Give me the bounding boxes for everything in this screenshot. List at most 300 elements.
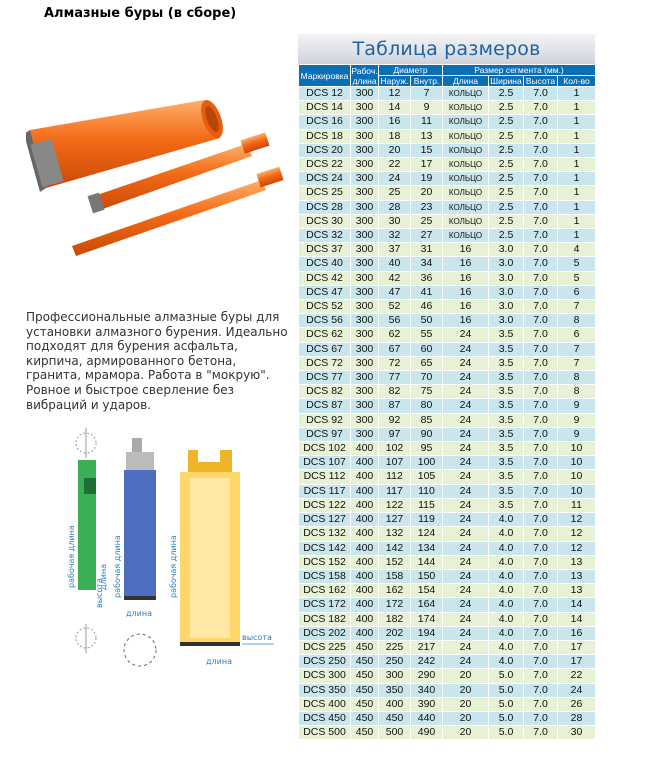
table-cell: 17 [558,640,596,654]
table-cell: 300 [351,229,379,243]
table-cell: 15 [411,143,443,157]
table-cell: 300 [351,115,379,129]
table-cell: 24 [443,399,489,413]
table-row [299,214,596,228]
table-cell: 182 [379,612,411,626]
table-cell: 300 [351,101,379,115]
table-row [299,640,596,654]
table-cell: 14 [558,612,596,626]
table-cell: 7.0 [524,385,558,399]
table-cell: 6 [558,285,596,299]
table-cell: DCS 82 [299,385,351,399]
table-cell: 112 [379,470,411,484]
table-row [299,456,596,470]
table-cell: 20 [443,669,489,683]
table-row [299,598,596,612]
table-cell: DCS 142 [299,541,351,555]
table-row [299,655,596,669]
table-cell: 7.0 [524,300,558,314]
table-cell: 4 [558,243,596,257]
table-cell: 107 [379,456,411,470]
size-table [298,64,596,740]
page-title: Алмазные буры (в сборе) [44,6,237,21]
table-row [299,427,596,441]
table-cell: 7.0 [524,186,558,200]
table-row [299,87,596,101]
table-cell: 122 [379,498,411,512]
table-cell: 7.0 [524,626,558,640]
table-cell: DCS 112 [299,470,351,484]
table-cell: 16 [443,257,489,271]
table-cell: 115 [411,498,443,512]
table-cell: 16 [379,115,411,129]
table-cell: 400 [351,541,379,555]
table-cell: 300 [351,385,379,399]
table-cell: DCS 30 [299,214,351,228]
table-cell: 7.0 [524,640,558,654]
table-cell: 62 [379,328,411,342]
table-cell: 3.5 [489,385,524,399]
table-cell: DCS 350 [299,683,351,697]
table-cell: 32 [379,229,411,243]
table-cell: 16 [443,314,489,328]
table-cell: 7.0 [524,697,558,711]
table-cell: 3.5 [489,371,524,385]
table-cell: 7.0 [524,356,558,370]
table-cell: 450 [379,711,411,725]
table-row [299,285,596,299]
table-cell: 3.5 [489,484,524,498]
table-cell: 40 [379,257,411,271]
table-cell: 2.5 [489,115,524,129]
table-cell: 24 [443,456,489,470]
table-cell: 4.0 [489,655,524,669]
table-row [299,513,596,527]
table-cell: 7.0 [524,726,558,740]
table-cell: 7.0 [524,257,558,271]
table-cell: 3.0 [489,271,524,285]
table-cell: 7.0 [524,456,558,470]
table-row [299,186,596,200]
table-cell: DCS 16 [299,115,351,129]
table-cell: 450 [351,640,379,654]
table-cell: 7.0 [524,569,558,583]
table-cell: 36 [411,271,443,285]
table-cell: 3.0 [489,314,524,328]
table-cell: 4.0 [489,598,524,612]
table-cell: 24 [443,569,489,583]
table-cell: 16 [443,285,489,299]
table-cell: 450 [351,697,379,711]
table-cell: 350 [379,683,411,697]
table-cell: 300 [351,243,379,257]
table-cell: 10 [558,470,596,484]
table-cell: 85 [411,413,443,427]
table-cell: 7.0 [524,711,558,725]
table-cell: 1 [558,87,596,101]
table-cell: 75 [411,385,443,399]
table-cell: 300 [351,186,379,200]
table-cell: КОЛЬЦО [443,172,489,186]
table-row [299,143,596,157]
table-cell: 7.0 [524,669,558,683]
table-cell: 24 [443,470,489,484]
table-cell: 14 [379,101,411,115]
table-cell: 164 [411,598,443,612]
table-title: Таблица размеров [298,34,595,64]
table-cell: 30 [558,726,596,740]
table-cell: DCS 300 [299,669,351,683]
table-cell: DCS 152 [299,555,351,569]
table-cell: 134 [411,541,443,555]
table-cell: 7.0 [524,683,558,697]
table-cell: 300 [351,158,379,172]
table-cell: 5.0 [489,697,524,711]
table-cell: 7.0 [524,101,558,115]
table-cell: DCS 42 [299,271,351,285]
length-label-small: длина [99,564,108,590]
table-cell: 31 [411,243,443,257]
table-cell: 24 [443,640,489,654]
table-cell: 3.0 [489,300,524,314]
table-cell: 7.0 [524,243,558,257]
table-cell: 3.5 [489,399,524,413]
table-cell: 12 [558,513,596,527]
table-cell: 400 [351,612,379,626]
table-cell: 117 [379,484,411,498]
table-cell: 24 [443,342,489,356]
table-cell: 194 [411,626,443,640]
table-cell: 17 [558,655,596,669]
table-row [299,385,596,399]
table-cell: 24 [443,513,489,527]
table-cell: 290 [411,669,443,683]
table-cell: 26 [558,697,596,711]
table-cell: 1 [558,101,596,115]
header-seg-width: Ширина [490,76,522,86]
table-row [299,342,596,356]
table-cell: DCS 22 [299,158,351,172]
table-cell: 17 [411,158,443,172]
table-cell: 300 [351,300,379,314]
table-cell: 1 [558,129,596,143]
table-cell: 87 [379,399,411,413]
table-cell: 300 [351,371,379,385]
table-cell: 7.0 [524,172,558,186]
table-cell: DCS 250 [299,655,351,669]
table-cell: 9 [558,413,596,427]
table-row [299,413,596,427]
table-cell: КОЛЬЦО [443,158,489,172]
table-cell: DCS 158 [299,569,351,583]
table-cell: 3.5 [489,427,524,441]
table-cell: 400 [351,498,379,512]
header-work-length: Рабоч. длина [351,65,378,86]
table-cell: 300 [351,172,379,186]
table-cell: КОЛЬЦО [443,143,489,157]
table-cell: 7.0 [524,527,558,541]
table-cell: DCS 56 [299,314,351,328]
table-cell: КОЛЬЦО [443,214,489,228]
table-cell: 300 [351,399,379,413]
table-cell: 7.0 [524,584,558,598]
table-cell: 450 [351,711,379,725]
table-cell: 490 [411,726,443,740]
table-cell: КОЛЬЦО [443,186,489,200]
table-cell: 225 [379,640,411,654]
table-row [299,697,596,711]
table-row [299,101,596,115]
header-diameter: Диаметр [379,65,443,76]
working-length-label-medium: рабочая длина [113,535,122,598]
table-cell: 7.0 [524,342,558,356]
header-inner: Внутр. [411,76,443,87]
table-cell: 400 [351,527,379,541]
table-cell: 7.0 [524,427,558,441]
table-cell: 7.0 [524,470,558,484]
table-cell: 13 [558,584,596,598]
table-cell: 1 [558,186,596,200]
table-cell: 20 [443,711,489,725]
header-seg-height: Высота [524,76,558,87]
table-cell: 450 [351,726,379,740]
table-cell: 5.0 [489,726,524,740]
table-cell: 77 [379,371,411,385]
table-row [299,584,596,598]
table-cell: DCS 127 [299,513,351,527]
table-row [299,158,596,172]
table-cell: 8 [558,371,596,385]
table-row [299,669,596,683]
table-cell: 2.5 [489,172,524,186]
table-cell: DCS 132 [299,527,351,541]
table-cell: 250 [379,655,411,669]
table-cell: 300 [351,257,379,271]
table-cell: 400 [351,456,379,470]
table-cell: DCS 172 [299,598,351,612]
table-cell: 174 [411,612,443,626]
table-cell: 13 [411,129,443,143]
table-row [299,229,596,243]
table-cell: DCS 97 [299,427,351,441]
table-cell: 4.0 [489,626,524,640]
table-cell: 52 [379,300,411,314]
table-cell: 24 [443,356,489,370]
table-cell: 4.0 [489,612,524,626]
table-cell: 300 [351,214,379,228]
table-cell: 27 [411,229,443,243]
table-cell: 400 [351,442,379,456]
table-cell: 150 [411,569,443,583]
table-cell: 300 [351,129,379,143]
table-cell: 400 [351,569,379,583]
table-cell: DCS 67 [299,342,351,356]
table-cell: 3.5 [489,498,524,512]
header-count: Кол-во [558,76,596,87]
table-cell: 24 [443,498,489,512]
table-cell: 10 [558,484,596,498]
table-cell: 119 [411,513,443,527]
table-cell: 2.5 [489,143,524,157]
table-cell: 30 [379,214,411,228]
table-cell: 450 [351,669,379,683]
table-cell: DCS 77 [299,371,351,385]
table-cell: 7.0 [524,498,558,512]
table-cell: 1 [558,214,596,228]
table-cell: 110 [411,484,443,498]
table-cell: DCS 500 [299,726,351,740]
table-cell: 11 [411,115,443,129]
table-cell: 300 [351,356,379,370]
table-cell: 13 [558,569,596,583]
length-label-large: длина [206,657,232,666]
table-cell: 5 [558,257,596,271]
table-cell: 4.0 [489,513,524,527]
product-image [26,96,286,266]
table-row [299,328,596,342]
table-cell: 16 [443,271,489,285]
table-cell: 3.0 [489,257,524,271]
length-label-medium: длина [126,609,152,618]
table-cell: 24 [443,541,489,555]
table-cell: 300 [351,328,379,342]
table-cell: 400 [351,513,379,527]
table-cell: DCS 12 [299,87,351,101]
table-cell: 18 [379,129,411,143]
table-cell: 11 [558,498,596,512]
table-cell: DCS 162 [299,584,351,598]
table-row [299,527,596,541]
table-cell: 24 [443,527,489,541]
table-cell: 24 [443,655,489,669]
table-cell: 3.5 [489,442,524,456]
table-cell: 46 [411,300,443,314]
table-row [299,399,596,413]
header-segment: Размер сегмента (мм.) [443,65,596,76]
table-cell: 60 [411,342,443,356]
table-row [299,541,596,555]
table-cell: DCS 52 [299,300,351,314]
table-row [299,612,596,626]
table-cell: КОЛЬЦО [443,101,489,115]
table-cell: DCS 18 [299,129,351,143]
table-cell: 400 [351,555,379,569]
table-cell: 7 [558,342,596,356]
table-cell: 340 [411,683,443,697]
table-cell: 4.0 [489,640,524,654]
table-cell: 5.0 [489,669,524,683]
table-cell: 34 [411,257,443,271]
table-row [299,356,596,370]
table-cell: 300 [379,669,411,683]
table-cell: 7.0 [524,413,558,427]
table-cell: 7.0 [524,143,558,157]
table-row [299,569,596,583]
table-cell: 3.5 [489,413,524,427]
table-cell: 217 [411,640,443,654]
table-cell: DCS 202 [299,626,351,640]
table-cell: 300 [351,200,379,214]
working-length-label: рабочая длина [67,525,76,588]
table-cell: 16 [443,300,489,314]
table-cell: 19 [411,172,443,186]
header-seg-length: Длина [443,76,489,87]
table-cell: 4.0 [489,569,524,583]
table-cell: 142 [379,541,411,555]
table-cell: 12 [558,541,596,555]
table-cell: 400 [351,470,379,484]
table-row [299,498,596,512]
table-row [299,172,596,186]
table-cell: 25 [411,214,443,228]
table-cell: 1 [558,172,596,186]
table-row [299,271,596,285]
table-cell: 5 [558,271,596,285]
table-cell: 23 [411,200,443,214]
table-cell: 3.5 [489,342,524,356]
table-row [299,626,596,640]
table-cell: КОЛЬЦО [443,229,489,243]
table-cell: 3.5 [489,328,524,342]
table-row [299,257,596,271]
table-cell: 41 [411,285,443,299]
table-cell: 127 [379,513,411,527]
table-cell: DCS 37 [299,243,351,257]
table-cell: 172 [379,598,411,612]
table-cell: 92 [379,413,411,427]
table-cell: DCS 40 [299,257,351,271]
table-row [299,115,596,129]
table-cell: 3.0 [489,285,524,299]
table-cell: 24 [443,612,489,626]
table-cell: 56 [379,314,411,328]
table-row [299,555,596,569]
table-cell: 22 [379,158,411,172]
table-cell: 102 [379,442,411,456]
table-row [299,300,596,314]
table-cell: 72 [379,356,411,370]
table-cell: 6 [558,328,596,342]
table-cell: DCS 20 [299,143,351,157]
table-row [299,442,596,456]
table-cell: 28 [558,711,596,725]
table-cell: 3.5 [489,356,524,370]
product-description: Профессиональные алмазные буры для установки алмазного бурения. Идеально подходят для бурения асфальта, кирпича, армированного бетона, гранита, мрамора. Работа в "мокрую". Ровное и быстрое сверление без вибраций и ударов. [26,310,288,412]
table-cell: DCS 72 [299,356,351,370]
table-cell: 7.0 [524,541,558,555]
table-row [299,726,596,740]
table-cell: 7.0 [524,371,558,385]
table-cell: 7.0 [524,513,558,527]
table-cell: 24 [443,442,489,456]
table-cell: 152 [379,555,411,569]
table-cell: 47 [379,285,411,299]
table-cell: 24 [443,371,489,385]
table-cell: КОЛЬЦО [443,87,489,101]
table-cell: 95 [411,442,443,456]
table-cell: 3.5 [489,470,524,484]
table-cell: 24 [443,598,489,612]
table-cell: 7.0 [524,655,558,669]
table-cell: 3.0 [489,243,524,257]
dimension-diagram [56,428,286,678]
table-cell: 390 [411,697,443,711]
table-cell: 7.0 [524,115,558,129]
table-cell: 2.5 [489,186,524,200]
table-row [299,683,596,697]
table-cell: КОЛЬЦО [443,129,489,143]
table-cell: 7.0 [524,328,558,342]
